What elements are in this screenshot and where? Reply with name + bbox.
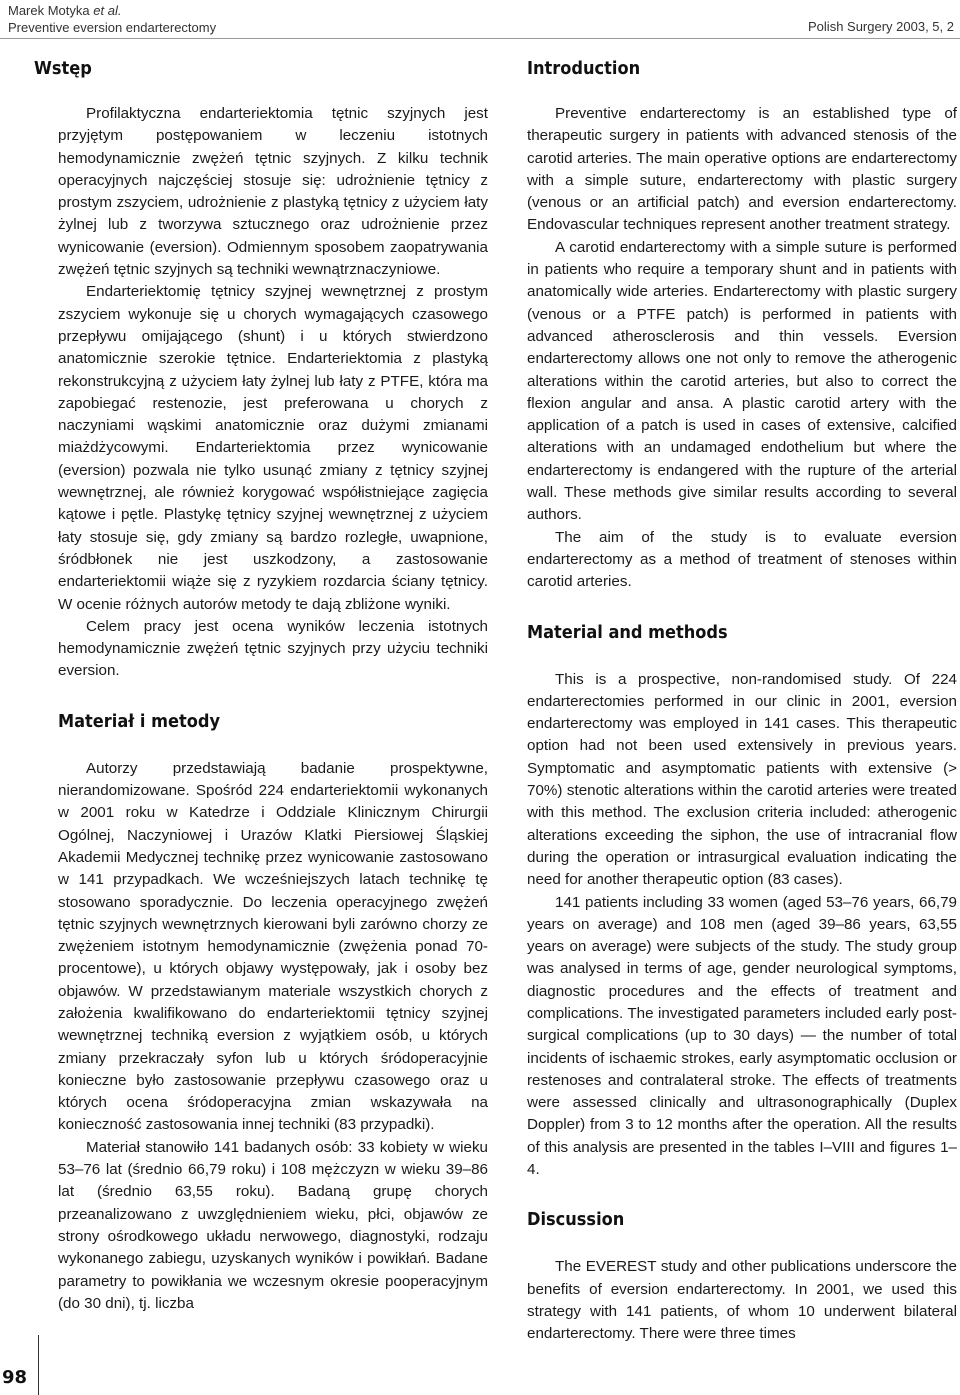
- left-intro-p1: Profilaktyczna endarteriektomia tętnic szyjnych jest przyjętym postępowaniem w leczeniu istotnych hemodynamicznie zwężeń tętnic szyjnych. Z kilku technik operacyjnych najczęściej stosuje się: udrożnienie tętnicy z prostym zszyciem, udrożnienie z plastyką tętnicy z użyciem łaty żylnej lub z tworzywa sztucznego oraz udrożnienie przez wynicowanie (eversion). Odmiennym sposobem zaopatrywania zwężeń tętnic szyjnych są techniki wewnątrznaczyniowe.: [58, 105, 488, 279]
- left-methods-p2: Materiał stanowiło 141 badanych osób: 33 kobiety w wieku 53–76 lat (średnio 66,79 roku) i 108 mężczyzn w wieku 39–86 lat (średnio 63,55 roku). Badaną grupę chorych przeanalizowano z uwzględnieniem wieku, płci, objawów ze strony ośrodkowego układu nerwowego, diagnostyki, rodzaju wykonanego zabiegu, uzyskanych wyników i powikłań. Badane parametry to powikłania we wczesnym okresie pooperacyjnym (do 30 dni), tj. liczba: [58, 1138, 488, 1312]
- running-header-left: [8, 2, 216, 36]
- heading-introduction: Introduction: [527, 58, 641, 79]
- header-title: Preventive eversion endarterectomy: [8, 20, 217, 35]
- right-methods-p1: This is a prospective, non-randomised study. Of 224 endarterectomies performed in our clinic in 2001, eversion endarterectomy was employed in 141 cases. This therapeutic option had not been used extensively in previous years. Symptomatic and asymptomatic patients with extensive (> 70%) stenotic alterations within the carotid arteries were treated with this method. The exclusion criteria included: atherogenic alterations exceeding the siphon, the use of intracranial flow during the operation or intrasurgical evaluation indicating the need for another therapeutic option (83 cases).: [527, 670, 957, 889]
- page-number: 98: [2, 1367, 28, 1388]
- right-intro-p2: A carotid endarterectomy with a simple suture is performed in patients who require a temporary shunt and in patients with anatomically wide arteries. Endarterectomy with plastic surgery (venous or a PTFE patch) is performed in patients with advanced atherosclerosis and thin vessels. Eversion endarterectomy allows one not only to remove the atherogenic alterations within the carotid arteries, but also to correct the flexion angular and ansa. A plastic carotid artery with the application of a patch is used in cases of extensive, calcified alterations with an undamaged endothelium but where the endarterectomy is endangered with the rupture of the arterial wall. These methods give similar results according to several authors.: [527, 238, 957, 524]
- right-intro-p3: The aim of the study is to evaluate eversion endarterectomy as a method of treatment of stenoses within carotid arteries.: [527, 528, 957, 591]
- left-intro-p3: Celem pracy jest ocena wyników leczenia istotnych hemodynamicznie zwężeń tętnic szyjnych przy użyciu techniki eversion.: [58, 617, 488, 680]
- header-rule: [0, 38, 960, 39]
- heading-discussion: Discussion: [527, 1209, 625, 1231]
- left-column: [34, 58, 488, 1315]
- right-discussion-p1: The EVEREST study and other publications underscore the benefits of eversion endarterectomy. In 2001, we used this strategy with 141 patients, of whom 10 underwent bilateral endarterectomy. There were three times: [527, 1258, 957, 1343]
- left-intro-p2: Endarteriektomię tętnicy szyjnej wewnętrznej z prostym zszyciem wykonuje się u chorych wymagających czasowego przepływu omijającego (shunt) i u których stwierdzono anatomicznie szerokie tętnice. Endarteriektomia z plastyką rekonstrukcyjną z użyciem łaty żylnej lub łaty z PTFE, która ma zapobiegać restenozie, jest preferowana u chorych z naczyniami wąskimi anatomicznie oraz dużymi zmianami miażdżycowymi. Endarteriektomia przez wynicowanie (eversion) pozwala nie tylko usunąć zmiany z tętnicy szyjnej wewnętrznej, ale również korygować współistniejące zagięcia kątowe i pętle. Plastykę tętnicy szyjnej wewnętrznej z użyciem łaty stosuje się, gdy zmiany są bardzo rozległe, uwapnione, śródbłonek nie jest uszkodzony, a zastosowanie endarteriektomii wiąże się z ryzykiem rozdarcia ściany tętnicy. W ocenie różnych autorów metody te dają zbliżone wyniki.: [58, 283, 488, 613]
- header-journal: Polish Surgery 2003, 5, 2: [808, 19, 954, 34]
- right-methods-p2: 141 patients including 33 women (aged 53–76 years, 66,79 years on average) and 108 men (aged 39–86 years, 63,55 years on average) were subjects of the study. The study group was analysed in terms of age, gender neurological symptoms, diagnostic procedures and the effects of treatment and complications. The investigated parameters included early post-surgical complications (up to 30 days) — the number of total incidents of ischaemic strokes, early asymptomatic occlusion or restenoses and contralateral stroke. The effects of treatments were assessed clinically and ultrasonographically (Duplex Doppler) from 3 to 12 months after the operation. All the results of this analysis are presented in the tables I–VIII and figures 1–4.: [527, 893, 957, 1179]
- page-number-rule: [38, 1335, 39, 1395]
- header-authors: Marek Motyka et al.: [8, 3, 122, 18]
- right-intro-p1: Preventive endarterectomy is an established type of therapeutic surgery in patients with advanced stenosis of the carotid arteries. The main operative options are endarterectomy with a simple suture, endarterectomy with plastic surgery (venous or an artificial patch) and eversion endarterectomy. Endovascular techniques represent another treatment strategy.: [527, 105, 957, 234]
- heading-material-and-methods: Material and methods: [527, 621, 728, 643]
- right-column: [527, 58, 957, 1346]
- heading-material-i-metody: Materiał i metody: [58, 710, 220, 732]
- heading-wstep: Wstęp: [34, 58, 92, 79]
- left-methods-p1: Autorzy przedstawiają badanie prospektywne, nierandomizowane. Spośród 224 endarteriektomii wykonanych w 2001 roku w Katedrze i Oddziale Klinicznym Chirurgii Ogólnej, Naczyniowej i Urazów Klatki Piersiowej Śląskiej Akademii Medycznej technikę przez wynicowanie zastosowano w 141 przypadkach. We wcześniejszych latach technikę tę stosowano sporadycznie. Do leczenia operacyjnego zwężeń tętnic szyjnych wewnętrznych kierowani byli zarówno chorzy ze zwężeniem istotnym hemodynamicznie (zwężenia ponad 70-procentowe), u których objawy występowały, jak i osoby bez objawów. W przedstawianym materiale wszystkich chorych z założenia kwalifikowano do endarteriektomii tętnicy szyjnej wewnętrznej techniką eversion z wyjątkiem osób, u których zmiany przekraczały syfon lub u których śródoperacyjnie konieczne było zastosowanie przepływu czasowego oraz u których ocena śródoperacyjna zmian wskazywała na konieczność zastosowania innej techniki (83 przypadki).: [58, 759, 488, 1134]
